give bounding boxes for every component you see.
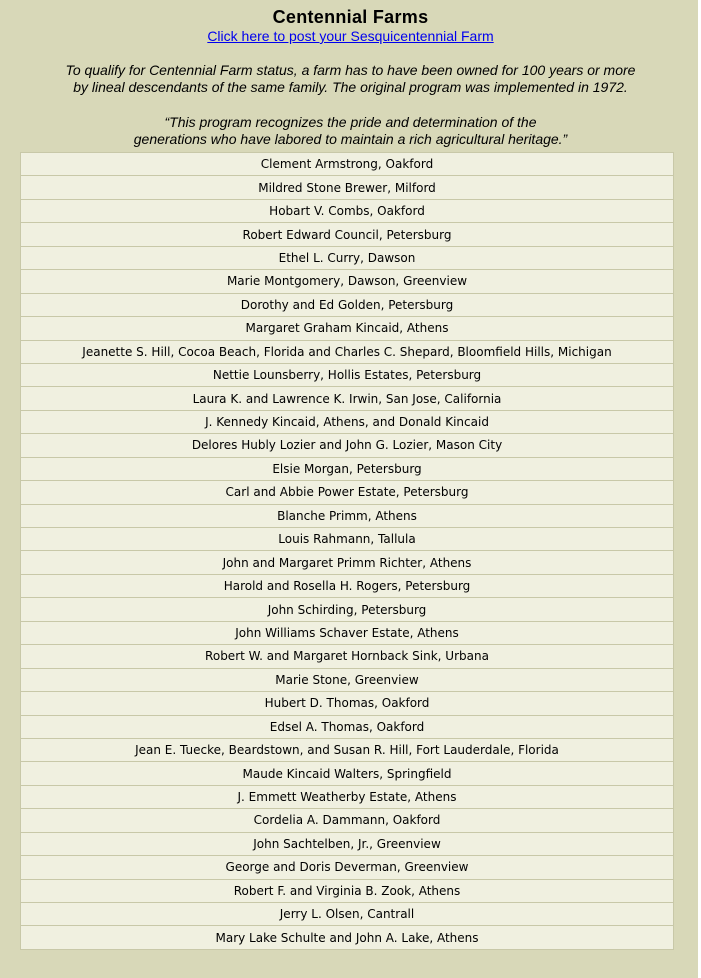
table-row xyxy=(21,574,674,597)
table-row xyxy=(21,363,674,386)
farm-entry: Dorothy and Ed Golden, Petersburg xyxy=(21,293,674,316)
page-title: Centennial Farms xyxy=(272,7,429,27)
farm-entry: Hubert D. Thomas, Oakford xyxy=(21,692,674,715)
farm-entry: Robert F. and Virginia B. Zook, Athens xyxy=(21,879,674,902)
farm-entry: Nettie Lounsberry, Hollis Estates, Petersburg xyxy=(21,363,674,386)
table-row xyxy=(21,434,674,457)
table-row xyxy=(21,598,674,621)
table-row xyxy=(21,621,674,644)
table-row xyxy=(21,270,674,293)
table-row xyxy=(21,856,674,879)
farm-entry: Carl and Abbie Power Estate, Petersburg xyxy=(21,481,674,504)
table-row xyxy=(21,785,674,808)
qualification-line-2: by lineal descendants of the same family. The original program was implemented in 1972. xyxy=(73,79,628,95)
farm-list-body xyxy=(21,153,674,950)
farm-entry: Robert W. and Margaret Hornback Sink, Urbana xyxy=(21,645,674,668)
farm-entry: Maude Kincaid Walters, Springfield xyxy=(21,762,674,785)
qualification-line-1: To qualify for Centennial Farm status, a farm has to have been owned for 100 years or more xyxy=(65,62,636,78)
table-row xyxy=(21,199,674,222)
table-row xyxy=(21,738,674,761)
table-row xyxy=(21,645,674,668)
table-row xyxy=(21,340,674,363)
table-row xyxy=(21,317,674,340)
table-row xyxy=(21,926,674,949)
table-row xyxy=(21,762,674,785)
farm-entry: Jerry L. Olsen, Cantrall xyxy=(21,903,674,926)
farm-entry: John Schirding, Petersburg xyxy=(21,598,674,621)
table-row xyxy=(21,715,674,738)
table-row xyxy=(21,832,674,855)
farm-list-table xyxy=(20,152,674,950)
farm-entry: Margaret Graham Kincaid, Athens xyxy=(21,317,674,340)
farm-entry: George and Doris Deverman, Greenview xyxy=(21,856,674,879)
qualification-text xyxy=(0,62,701,96)
table-row xyxy=(21,387,674,410)
farm-entry: John Williams Schaver Estate, Athens xyxy=(21,621,674,644)
table-row xyxy=(21,153,674,176)
farm-entry: Louis Rahmann, Tallula xyxy=(21,528,674,551)
farm-entry: Harold and Rosella H. Rogers, Petersburg xyxy=(21,574,674,597)
table-row xyxy=(21,809,674,832)
farm-entry: Clement Armstrong, Oakford xyxy=(21,153,674,176)
farm-entry: Jean E. Tuecke, Beardstown, and Susan R. Hill, Fort Lauderdale, Florida xyxy=(21,738,674,761)
quote-line-1: “This program recognizes the pride and determination of the xyxy=(164,114,537,130)
farm-entry: Ethel L. Curry, Dawson xyxy=(21,246,674,269)
farm-entry: J. Kennedy Kincaid, Athens, and Donald Kincaid xyxy=(21,410,674,433)
program-quote xyxy=(0,114,701,148)
farm-entry: Laura K. and Lawrence K. Irwin, San Jose, California xyxy=(21,387,674,410)
farm-entry: Mary Lake Schulte and John A. Lake, Athens xyxy=(21,926,674,949)
farm-entry: Hobart V. Combs, Oakford xyxy=(21,199,674,222)
farm-entry: Jeanette S. Hill, Cocoa Beach, Florida and Charles C. Shepard, Bloomfield Hills, Michigan xyxy=(21,340,674,363)
table-row xyxy=(21,668,674,691)
table-row xyxy=(21,551,674,574)
farm-entry: Elsie Morgan, Petersburg xyxy=(21,457,674,480)
farm-entry: Marie Montgomery, Dawson, Greenview xyxy=(21,270,674,293)
farm-entry: Blanche Primm, Athens xyxy=(21,504,674,527)
farm-entry: J. Emmett Weatherby Estate, Athens xyxy=(21,785,674,808)
table-row xyxy=(21,223,674,246)
farm-entry: John Sachtelben, Jr., Greenview xyxy=(21,832,674,855)
farm-entry: Delores Hubly Lozier and John G. Lozier, Mason City xyxy=(21,434,674,457)
farm-entry: Robert Edward Council, Petersburg xyxy=(21,223,674,246)
table-row xyxy=(21,293,674,316)
farm-entry: John and Margaret Primm Richter, Athens xyxy=(21,551,674,574)
farm-entry: Edsel A. Thomas, Oakford xyxy=(21,715,674,738)
table-row xyxy=(21,246,674,269)
quote-line-2: generations who have labored to maintain a rich agricultural heritage.” xyxy=(133,131,568,147)
farm-entry: Mildred Stone Brewer, Milford xyxy=(21,176,674,199)
table-row xyxy=(21,410,674,433)
farm-entry: Marie Stone, Greenview xyxy=(21,668,674,691)
farm-entry: Cordelia A. Dammann, Oakford xyxy=(21,809,674,832)
table-row xyxy=(21,528,674,551)
post-sesquicentennial-farm-link[interactable]: Click here to post your Sesquicentennial Farm xyxy=(207,28,494,44)
table-row xyxy=(21,903,674,926)
table-row xyxy=(21,481,674,504)
table-row xyxy=(21,879,674,902)
table-row xyxy=(21,176,674,199)
table-row xyxy=(21,504,674,527)
table-row xyxy=(21,457,674,480)
table-row xyxy=(21,692,674,715)
